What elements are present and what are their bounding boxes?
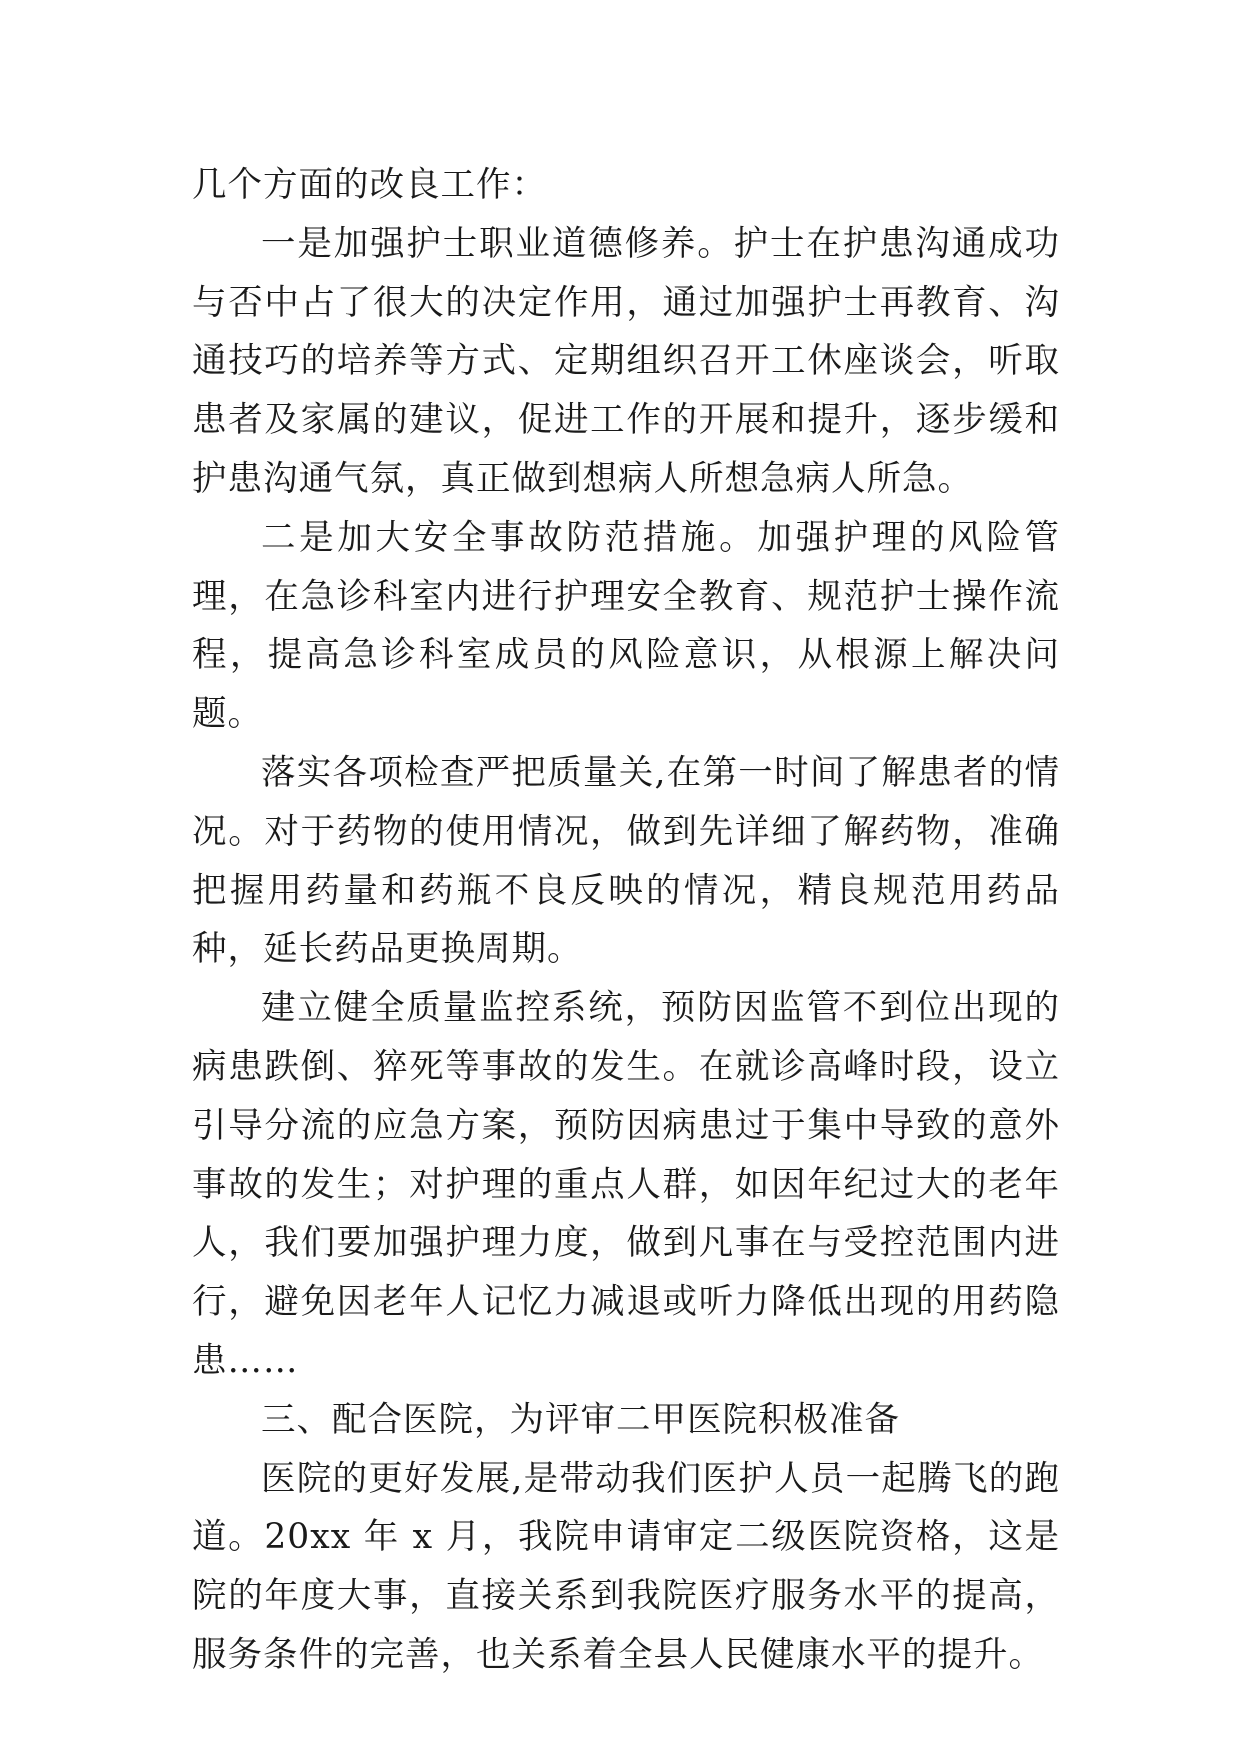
paragraph-quality-checks: 落实各项检查严把质量关,在第一时间了解患者的情况。对于药物的使用情况，做到先详细了解药物，准确把握用药量和药瓶不良反映的情况，精良规范用药品种，延长药品更换周期。 — [192, 752, 1060, 970]
document-body — [192, 156, 1060, 1685]
paragraph-hospital-development: 医院的更好发展,是带动我们医护人员一起腾飞的跑道。20xx 年 x 月，我院申请审定二级医院资格，这是院的年度大事，直接关系到我院医疗服务水平的提高，服务条件的完善，也关系着全县人民健康水平的提升。 — [192, 1458, 1060, 1675]
paragraph-safety-measures: 二是加大安全事故防范措施。加强护理的风险管理，在急诊科室内进行护理安全教育、规范护士操作流程，提高急诊科室成员的风险意识，从根源上解决问题。 — [192, 517, 1060, 735]
paragraph-continuation: 几个方面的改良工作： — [192, 165, 547, 205]
section-heading-hospital-review: 三、配合医院，为评审二甲医院积极准备 — [261, 1399, 900, 1440]
paragraph-quality-monitoring: 建立健全质量监控系统，预防因监管不到位出现的病患跌倒、猝死等事故的发生。在就诊高峰时段，设立引导分流的应急方案，预防因病患过于集中导致的意外事故的发生；对护理的重点人群，如因年纪过大的老年人，我们要加强护理力度，做到凡事在与受控范围内进行，避免因老年人记忆力减退或听力降低出现的用药隐患…… — [192, 988, 1060, 1381]
paragraph-nursing-ethics: 一是加强护士职业道德修养。护士在护患沟通成功与否中占了很大的决定作用，通过加强护士再教育、沟通技巧的培养等方式、定期组织召开工休座谈会，听取患者及家属的建议，促进工作的开展和提升，逐步缓和护患沟通气氛，真正做到想病人所想急病人所急。 — [192, 223, 1060, 499]
